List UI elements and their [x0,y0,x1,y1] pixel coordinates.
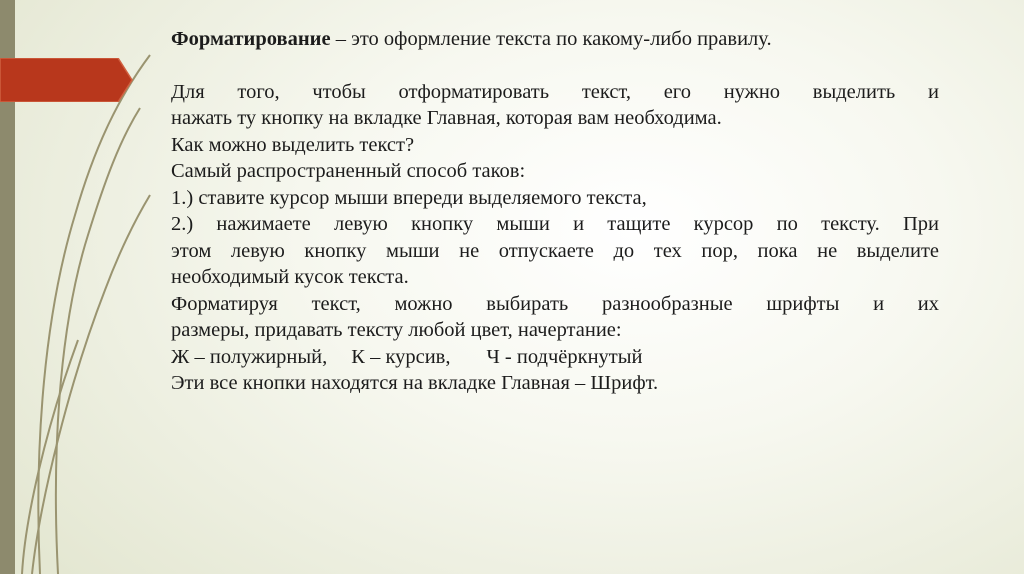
text-line: размеры, придавать тексту любой цвет, начертание: [171,319,622,341]
format-bold: Ж – полужирный, [171,345,328,368]
format-underline: Ч - подчёркнутый [486,345,643,368]
format-italic: К – курсив, [351,345,451,368]
text-line: Эти все кнопки находятся на вкладке Главная – Шрифт. [171,372,659,394]
swoosh-line [32,195,150,574]
swoosh-line [56,108,140,574]
text-line: этом левую кнопку мыши не отпускаете до тех пор, пока не выделите [171,239,939,262]
red-arrow-shape [0,58,135,102]
text-line: Форматируя текст, можно выбирать разнообразные шрифты и их [171,292,939,315]
formats-line [171,344,939,371]
term: Форматирование [171,28,331,50]
text-line: Как можно выделить текст? [171,133,415,156]
slide-text [171,26,939,397]
text-line: нажать ту кнопку на вкладке Главная, которая вам необходима. [171,107,722,129]
title-line [171,26,939,53]
text-line: Для того, чтобы отформатировать текст, его нужно выделить и [171,80,939,103]
definition: – это оформление текста по какому-либо правилу. [330,28,772,50]
swoosh-line [22,340,78,574]
text-line: необходимый кусок текста. [171,266,409,288]
text-line: Самый распространенный способ таков: [171,160,526,182]
text-line: 1.) ставите курсор мыши впереди выделяемого текста, [171,186,647,209]
text-line: 2.) нажимаете левую кнопку мыши и тащите курсор по тексту. При [171,213,939,235]
